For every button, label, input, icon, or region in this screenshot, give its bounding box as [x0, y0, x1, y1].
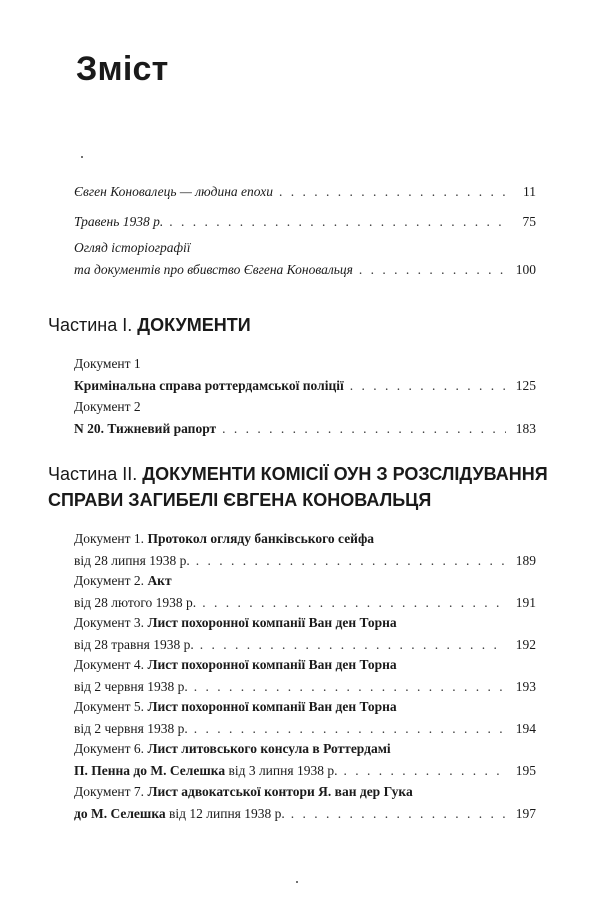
document-title: Лист похоронної компанії Ван ден Торна	[147, 657, 397, 672]
dot-leader	[200, 637, 506, 653]
page-speck	[296, 881, 298, 883]
toc-entry-title: Травень 1938 р.	[74, 214, 164, 229]
dot-leader	[202, 595, 506, 611]
toc-entry-part1-doc2[interactable]	[74, 399, 536, 443]
part-1-title: ДОКУМЕНТИ	[137, 315, 251, 335]
document-date: від 2 червня 1938 р.	[74, 679, 188, 694]
toc-entry-part2-doc1[interactable]	[74, 531, 536, 575]
part-2-prefix: Частина ІІ.	[48, 464, 138, 484]
document-label: Документ 2.	[74, 573, 145, 588]
toc-entry-intro-3[interactable]	[74, 240, 536, 284]
page-number: 192	[515, 637, 536, 652]
toc-entry-part1-doc1[interactable]	[74, 356, 536, 400]
page-number: 197	[515, 806, 536, 821]
toc-entry-part2-doc7[interactable]	[74, 784, 536, 828]
toc-entry-title: Євген Коновалець — людина епохи	[74, 184, 274, 199]
document-label: Документ 2	[74, 399, 141, 414]
dot-leader	[194, 721, 506, 737]
document-label: Документ 6.	[74, 741, 145, 756]
part-1-prefix: Частина І.	[48, 315, 133, 335]
page-number: 193	[515, 679, 536, 694]
page-number: 183	[515, 421, 536, 436]
document-label: Документ 7.	[74, 784, 145, 799]
page-number: 100	[515, 262, 536, 277]
dot-leader	[222, 421, 506, 437]
dot-leader	[196, 553, 506, 569]
page-number: 125	[515, 378, 536, 393]
part-2-title-line2: СПРАВИ ЗАГИБЕЛІ ЄВГЕНА КОНОВАЛЬЦЯ	[48, 490, 432, 510]
document-title: Лист адвокатської контори Я. ван дер Гука	[147, 784, 413, 799]
toc-entry-intro-1[interactable]	[74, 184, 536, 206]
document-label: Документ 4.	[74, 657, 145, 672]
document-title-cont: до М. Селешка	[74, 806, 166, 821]
document-title: Протокол огляду банківського сейфа	[147, 531, 375, 546]
toc-entry-intro-2[interactable]	[74, 214, 536, 236]
document-date: від 28 липня 1938 р.	[74, 553, 190, 568]
document-date: від 28 лютого 1938 р.	[74, 595, 197, 610]
dot-leader	[291, 806, 506, 822]
document-label: Документ 3.	[74, 615, 145, 630]
document-label: Документ 1	[74, 356, 141, 371]
dot-leader	[343, 763, 506, 779]
page-number: 194	[515, 721, 536, 736]
dot-leader	[279, 184, 506, 200]
dot-leader	[350, 378, 506, 394]
document-title: N 20. Тижневий рапорт	[74, 421, 217, 436]
document-title: Лист похоронної компанії Ван ден Торна	[147, 699, 397, 714]
toc-entry-title-line1: Огляд історіографії	[74, 240, 191, 255]
toc-entry-part2-doc2[interactable]	[74, 573, 536, 617]
toc-entry-part2-doc4[interactable]	[74, 657, 536, 701]
toc-entry-part2-doc3[interactable]	[74, 615, 536, 659]
document-date: від 28 травня 1938 р.	[74, 637, 194, 652]
page-speck	[81, 156, 83, 158]
toc-entry-part2-doc5[interactable]	[74, 699, 536, 743]
page-number: 189	[515, 553, 536, 568]
toc-entry-title-line2: та документів про вбивство Євгена Коновальця	[74, 262, 353, 277]
document-title: Лист похоронної компанії Ван ден Торна	[147, 615, 397, 630]
dot-leader	[194, 679, 506, 695]
page-number: 11	[523, 184, 536, 199]
part-2-title-line1: ДОКУМЕНТИ КОМІСІЇ ОУН З РОЗСЛІДУВАННЯ	[142, 464, 548, 484]
document-date: від 2 червня 1938 р.	[74, 721, 188, 736]
toc-entry-part2-doc6[interactable]	[74, 741, 536, 785]
page-number: 75	[522, 214, 536, 229]
page-title: Зміст	[76, 50, 169, 88]
document-date: від 3 липня 1938 р.	[228, 763, 338, 778]
document-title: Лист литовського консула в Роттердамі	[147, 741, 391, 756]
dot-leader	[359, 262, 506, 278]
document-date: від 12 липня 1938 р.	[169, 806, 285, 821]
document-title: Акт	[147, 573, 172, 588]
document-label: Документ 1.	[74, 531, 145, 546]
document-title: Кримінальна справа роттердамської поліції	[74, 378, 344, 393]
document-title-cont: П. Пенна до М. Селешка	[74, 763, 226, 778]
part-2-heading	[48, 461, 548, 513]
document-label: Документ 5.	[74, 699, 145, 714]
page-number: 195	[515, 763, 536, 778]
dot-leader	[169, 214, 506, 230]
page-number: 191	[515, 595, 536, 610]
part-1-heading	[48, 312, 251, 338]
